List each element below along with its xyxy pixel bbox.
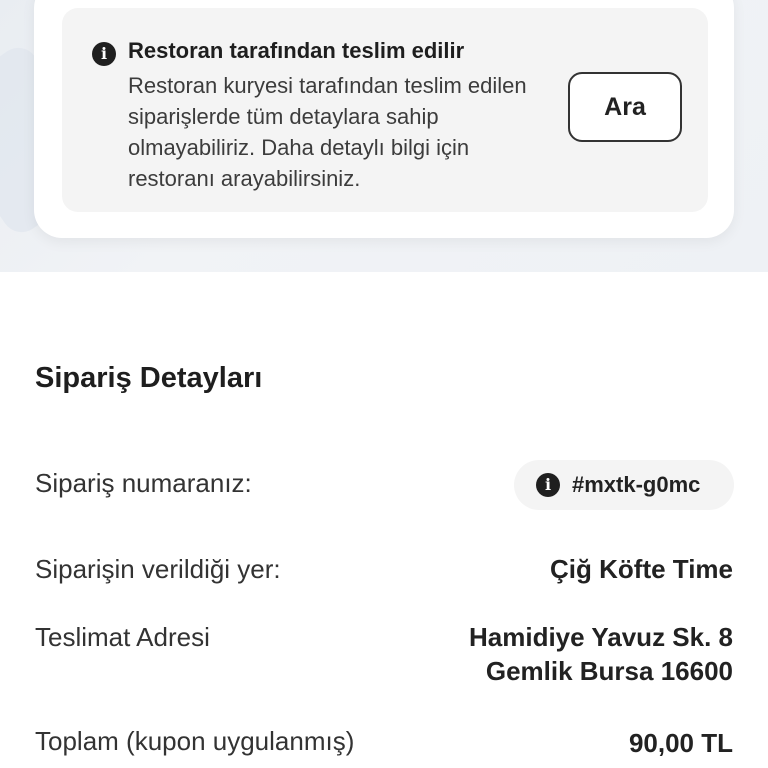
call-restaurant-button[interactable]: Ara [568, 72, 682, 142]
info-icon: i [92, 42, 116, 66]
address-line1: Hamidiye Yavuz Sk. 8 [469, 622, 733, 652]
placed-at-value: Çiğ Köfte Time [550, 554, 733, 584]
total-label: Toplam (kupon uygulanmış) [35, 726, 355, 756]
order-number-value: #mxtk-g0mc [572, 472, 701, 497]
order-number-badge[interactable] [514, 460, 734, 510]
info-icon: i [536, 473, 560, 497]
restaurant-delivery-notice [62, 8, 708, 212]
placed-at-label: Siparişin verildiği yer: [35, 554, 281, 584]
order-details-title: Sipariş Detayları [35, 362, 263, 394]
address-line2: Gemlik Bursa 16600 [485, 656, 733, 686]
order-number-label: Sipariş numaranız: [35, 468, 252, 498]
total-value: 90,00 TL [628, 728, 733, 758]
notice-body: Restoran kuryesi tarafından teslim edilen siparişlerde tüm detaylara sahip olmayabiliriz. Daha detaylı bilgi için restoranı arayabilirsiniz. [128, 73, 527, 191]
header-background [0, 0, 768, 272]
address-label: Teslimat Adresi [35, 622, 210, 652]
delivery-info-card [34, 0, 734, 238]
notice-title: Restoran tarafından teslim edilir [128, 38, 465, 63]
